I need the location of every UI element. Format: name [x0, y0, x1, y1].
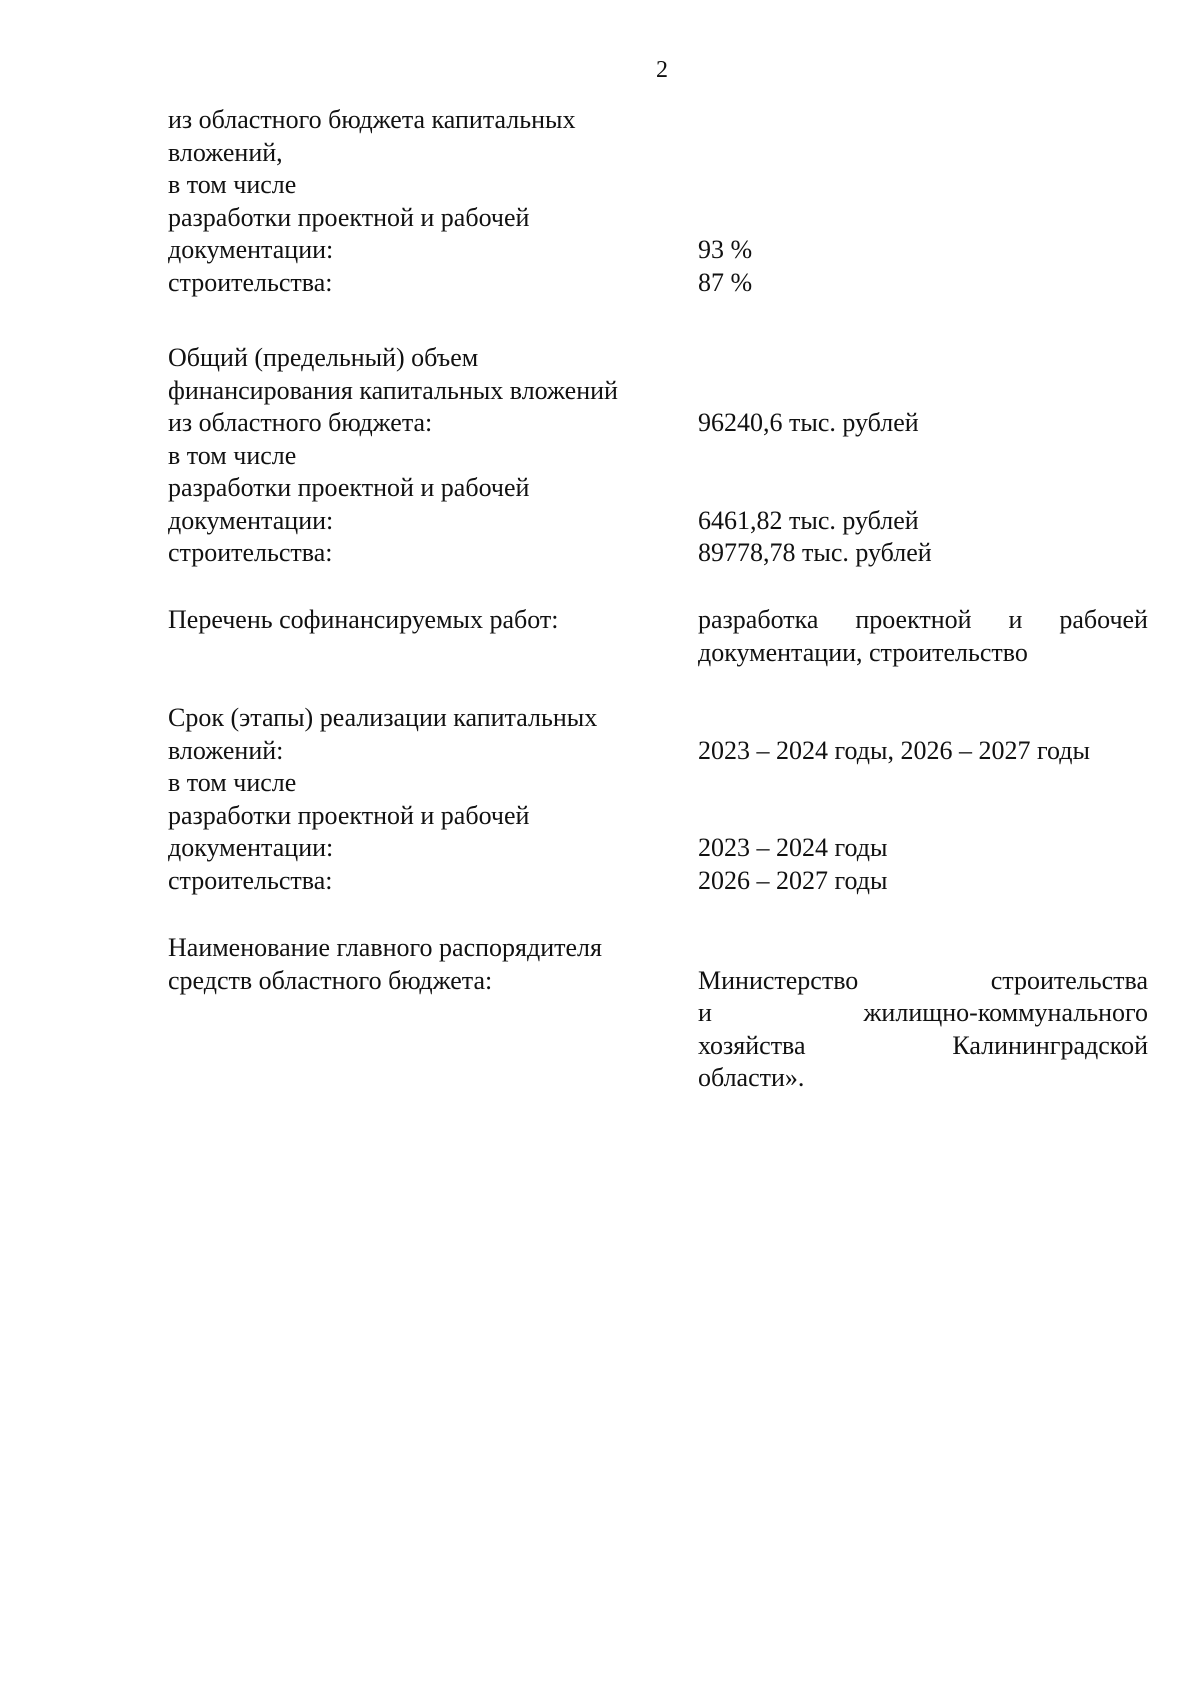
- capital-investment-share-section: [168, 104, 1148, 299]
- word: разработка: [698, 605, 819, 634]
- funding-volume-section: [168, 342, 1148, 570]
- capital-investment-share-values: [698, 104, 1148, 299]
- funding-design-docs-value: 6461,82 тыс. рублей: [698, 505, 919, 535]
- label-line: разработки проектной и рабочей: [168, 202, 530, 232]
- label-line: в том числе: [168, 170, 297, 199]
- funding-volume-labels: [168, 342, 698, 570]
- label-line: Срок (этапы) реализации капитальных: [168, 703, 598, 732]
- label-line: из областного бюджета:: [168, 408, 433, 437]
- label-line: строительства:: [168, 267, 333, 297]
- cofinanced-works-section: [168, 604, 1148, 669]
- budget-administrator-section: [168, 932, 1148, 1095]
- budget-administrator-labels: [168, 932, 698, 997]
- word: и: [698, 998, 712, 1027]
- label-line: строительства:: [168, 865, 333, 895]
- label-line: разработки проектной и рабочей: [168, 800, 530, 830]
- label-line: документации:: [168, 505, 334, 535]
- label-line: Наименование главного распорядителя: [168, 933, 602, 962]
- label-line: строительства:: [168, 538, 333, 567]
- label-line: средств областного бюджета:: [168, 965, 493, 995]
- justified-line: [698, 965, 1148, 998]
- cofinanced-works-label: [168, 604, 698, 637]
- implementation-period-labels: [168, 702, 698, 897]
- word: Министерство: [698, 965, 859, 995]
- label-line: из областного бюджета капитальных: [168, 105, 576, 134]
- cofinanced-works-value: [698, 604, 1148, 669]
- page-number: 2: [656, 57, 668, 83]
- word: хозяйства: [698, 1030, 806, 1060]
- label-line: в том числе: [168, 768, 297, 797]
- justified-line: [698, 604, 1148, 637]
- funding-construction-value: 89778,78 тыс. рублей: [698, 538, 932, 567]
- word: проектной: [855, 605, 972, 634]
- period-total-value: 2023 – 2024 годы, 2026 – 2027 годы: [698, 735, 1090, 765]
- period-construction-value: 2026 – 2027 годы: [698, 865, 888, 895]
- label-line: документации:: [168, 235, 334, 264]
- value-line: области».: [698, 1063, 805, 1092]
- label-line: Общий (предельный) объем: [168, 343, 479, 372]
- period-design-docs-value: 2023 – 2024 годы: [698, 833, 888, 862]
- funding-total-value: 96240,6 тыс. рублей: [698, 408, 919, 437]
- label-line: в том числе: [168, 440, 297, 470]
- budget-administrator-value: [698, 932, 1148, 1095]
- implementation-period-values: [698, 702, 1148, 897]
- label-line: вложений:: [168, 735, 284, 765]
- word: рабочей: [1059, 605, 1148, 634]
- word: жилищно-коммунального: [863, 998, 1148, 1027]
- label-line: финансирования капитальных вложений: [168, 375, 618, 405]
- word: и: [1008, 605, 1023, 634]
- word: Калининградской: [952, 1030, 1148, 1060]
- implementation-period-section: [168, 702, 1148, 897]
- share-construction-value: 87 %: [698, 267, 753, 297]
- justified-line: [698, 997, 1148, 1030]
- label-line: разработки проектной и рабочей: [168, 473, 530, 502]
- capital-investment-share-labels: [168, 104, 698, 299]
- label-line: документации:: [168, 833, 334, 862]
- justified-line: [698, 1030, 1148, 1063]
- value-line: документации, строительство: [698, 637, 1028, 667]
- label-line: Перечень софинансируемых работ:: [168, 605, 559, 634]
- share-design-docs-value: 93 %: [698, 235, 753, 264]
- label-line: вложений,: [168, 137, 283, 167]
- funding-volume-values: [698, 342, 1148, 570]
- word: строительства: [990, 965, 1148, 995]
